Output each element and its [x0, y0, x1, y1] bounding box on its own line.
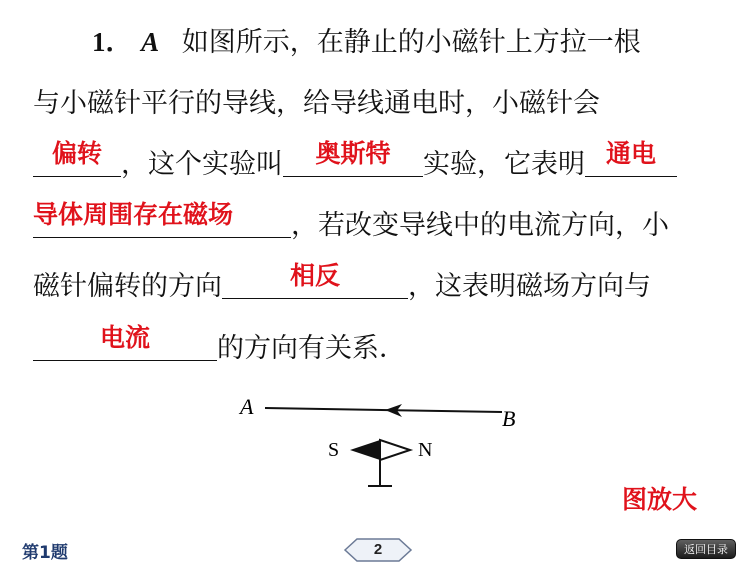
answer-3-part-1: 通电 — [605, 139, 656, 168]
question-line-5-text: 磁针偏转的方向 — [33, 271, 222, 302]
answer-1: 偏转 — [51, 139, 102, 168]
question-line-5 — [33, 261, 651, 305]
zoom-figure-link[interactable]: 图放大 — [622, 485, 698, 514]
question-line-6-text: 的方向有关系． — [217, 333, 406, 364]
question-label: 第1题 — [22, 543, 68, 563]
answer-blank-4 — [222, 261, 408, 299]
answer-blank-3a — [585, 139, 677, 177]
question-line-5-end: ，这表明磁场方向与 — [408, 271, 651, 302]
wire — [265, 408, 502, 412]
answer-2: 奥斯特 — [315, 139, 391, 168]
answer-blank-2 — [283, 139, 423, 177]
question-line-1 — [92, 24, 641, 61]
question-line-2-text: 与小磁针平行的导线，给导线通电时，小磁针会 — [33, 88, 600, 119]
answer-5: 电流 — [99, 323, 150, 352]
question-line-1-text: 如图所示，在静止的小磁针上方拉一根 — [181, 27, 641, 58]
back-to-contents-button[interactable]: 返回目录 — [676, 539, 736, 559]
question-line-6 — [33, 323, 406, 367]
question-line-3-mid2: 实验，它表明 — [423, 149, 585, 180]
label-n: N — [418, 439, 433, 461]
label-b: B — [502, 406, 516, 431]
wire-compass-diagram — [232, 392, 532, 492]
compass-needle-icon — [350, 440, 410, 486]
answer-blank-1 — [33, 139, 121, 177]
question-line-3 — [33, 139, 677, 183]
question-line-2 — [33, 86, 600, 122]
page-number: 2 — [373, 541, 383, 558]
answer-blank-5 — [33, 323, 217, 361]
answer-4: 相反 — [289, 261, 340, 290]
question-line-4-text: ，若改变导线中的电流方向，小 — [291, 210, 669, 241]
question-number: 1． — [92, 27, 133, 57]
question-letter: A — [141, 27, 160, 57]
question-line-3-mid: ，这个实验叫 — [121, 149, 283, 180]
answer-3-part-2: 导体周围存在磁场 — [33, 200, 234, 229]
question-line-4 — [33, 200, 669, 244]
label-a: A — [240, 394, 254, 419]
answer-blank-3b — [33, 200, 291, 238]
label-s: S — [328, 439, 340, 461]
